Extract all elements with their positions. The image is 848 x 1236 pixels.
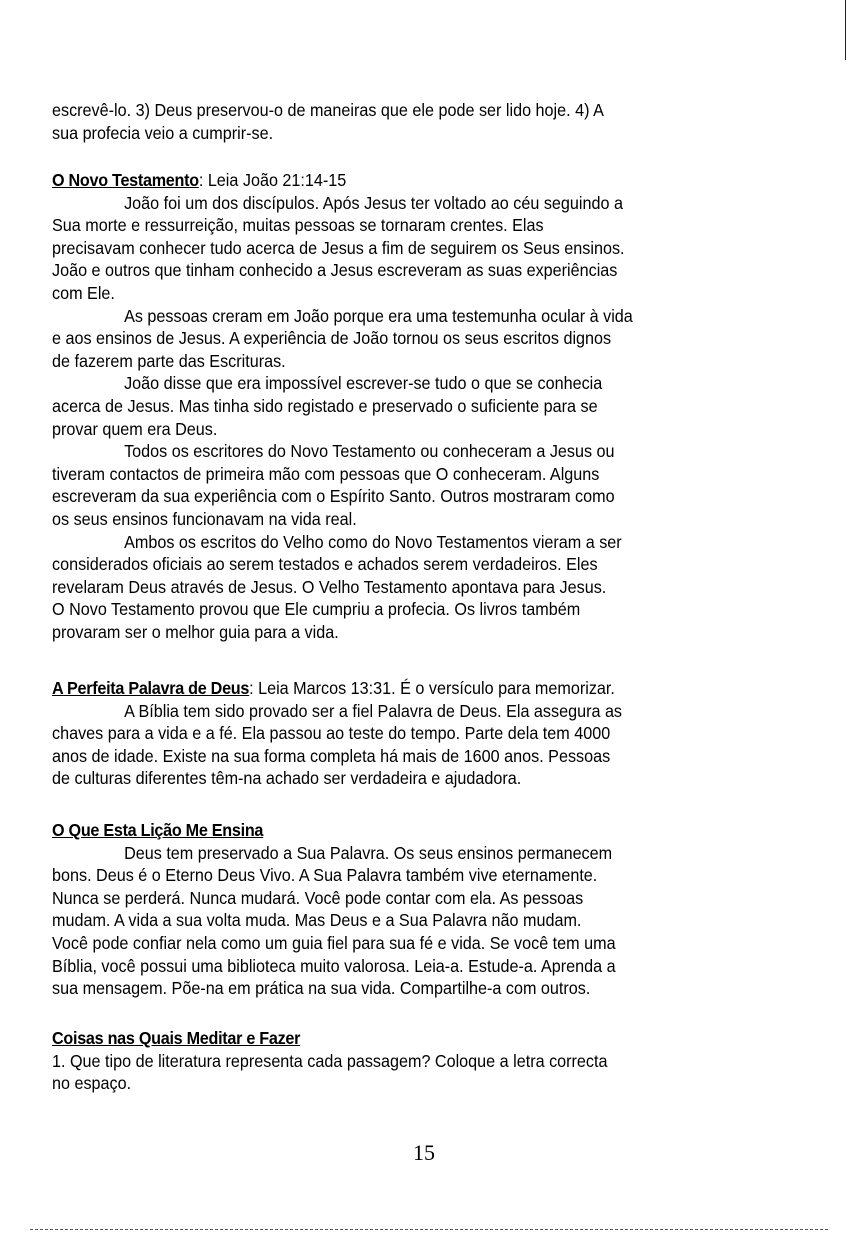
scan-edge-line [845,0,846,60]
section-coisas [52,1027,842,1095]
text-line: Todos os escritores do Novo Testamento ou conheceram a Jesus ou [124,441,615,462]
text-line: O Novo Testamento provou que Ele cumpriu a profecia. Os livros também [52,599,581,620]
text-line: acerca de Jesus. Mas tinha sido registado e preservado o suficiente para se [52,395,598,416]
text-line: revelaram Deus através de Jesus. O Velho Testamento apontava para Jesus. [52,576,607,597]
text-line: Deus tem preservado a Sua Palavra. Os seus ensinos permanecem [124,842,613,863]
text-line: 1. Que tipo de literatura representa cada passagem? Coloque a letra correcta [52,1050,608,1071]
intro-paragraph [52,99,842,144]
section-heading: A Perfeita Palavra de Deus [52,678,250,698]
section-perfeita-palavra [52,677,842,790]
text-line: provar quem era Deus. [52,418,218,439]
text-line: Bíblia, você possui uma biblioteca muito valorosa. Leia-a. Estude-a. Aprenda a [52,955,616,976]
text-line: Nunca se perderá. Nunca mudará. Você pode contar com ela. As pessoas [52,887,584,908]
text-line: no espaço. [52,1073,132,1094]
heading-reference: : Leia João 21:14-15 [198,170,347,190]
heading-reference: : Leia Marcos 13:31. É o versículo para memorizar. [249,678,615,698]
section-heading: Coisas nas Quais Meditar e Fazer [52,1028,301,1048]
text-line: anos de idade. Existe na sua forma completa há mais de 1600 anos. Pessoas [52,745,611,766]
text-line: A Bíblia tem sido provado ser a fiel Palavra de Deus. Ela assegura as [124,700,623,721]
page-number: 15 [413,1140,435,1165]
text-line: escrevê-lo. 3) Deus preservou-o de maneiras que ele pode ser lido hoje. 4) A [52,100,604,120]
text-line: de culturas diferentes têm-na achado ser verdadeira e ajudadora. [52,768,522,789]
section-heading-line [52,169,782,192]
text-line: tiveram contactos de primeira mão com pessoas que O conheceram. Alguns [52,463,600,484]
footer-divider [30,1229,828,1230]
text-line: bons. Deus é o Eterno Deus Vivo. A Sua Palavra também vive eternamente. [52,865,598,886]
section-heading-line [52,677,782,700]
text-line: As pessoas creram em João porque era uma testemunha ocular à vida [124,305,633,326]
text-line: João disse que era impossível escrever-se tudo o que se conhecia [124,373,603,394]
text-line: provaram ser o melhor guia para a vida. [52,621,339,642]
text-line: chaves para a vida e a fé. Ela passou ao teste do tempo. Parte dela tem 4000 [52,723,611,744]
text-line: considerados oficiais ao serem testados e achados serem verdadeiros. Eles [52,554,598,575]
section-heading: O Que Esta Lição Me Ensina [52,820,264,840]
text-line: precisavam conhecer tudo acerca de Jesus a fim de seguirem os Seus ensinos. [52,237,625,258]
section-heading: O Novo Testamento [52,170,199,190]
text-line: de fazerem parte das Escrituras. [52,350,286,371]
section-novo-testamento [52,169,842,643]
text-line: João foi um dos discípulos. Após Jesus ter voltado ao céu seguindo a [124,192,623,213]
text-line: sua mensagem. Põe-na em prática na sua vida. Compartilhe-a com outros. [52,978,591,999]
text-line: sua profecia veio a cumprir-se. [52,122,274,143]
section-licao [52,819,842,1000]
text-line: Você pode confiar nela como um guia fiel para sua fé e vida. Se você tem uma [52,932,616,953]
text-line: Ambos os escritos do Velho como do Novo Testamentos vieram a ser [124,531,622,552]
section-heading-line [52,1027,782,1050]
text-line: e aos ensinos de Jesus. A experiência de João tornou os seus escritos dignos [52,328,612,349]
text-line: escreveram da sua experiência com o Espírito Santo. Outros mostraram como [52,486,615,507]
text-line: Sua morte e ressurreição, muitas pessoas se tornaram crentes. Elas [52,215,544,236]
text-line: João e outros que tinham conhecido a Jesus escreveram as suas experiências [52,260,618,281]
text-line: os seus ensinos funcionavam na vida real. [52,508,357,529]
text-line: com Ele. [52,282,115,303]
section-heading-line [52,819,782,842]
text-line: mudam. A vida a sua volta muda. Mas Deus e a Sua Palavra não mudam. [52,910,582,931]
